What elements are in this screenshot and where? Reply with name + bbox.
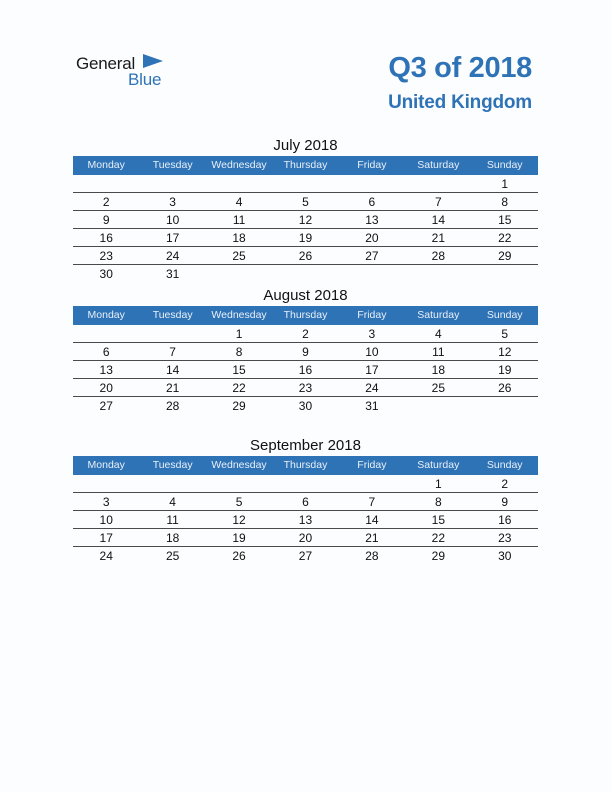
day-cell: 28 [165, 399, 180, 413]
day-cell: 31 [365, 399, 379, 413]
day-cell: 19 [232, 531, 246, 545]
page-title: Q3 of 2018 [388, 52, 532, 84]
day-cell: 6 [368, 195, 376, 209]
weekday-label: Wednesday [211, 459, 267, 471]
day-cell: 29 [431, 549, 445, 563]
day-cell: 14 [165, 363, 180, 377]
day-cell: 4 [169, 495, 176, 509]
day-cell: 23 [498, 531, 512, 545]
weekday-label: Wednesday [211, 309, 267, 321]
day-cell: 1 [235, 327, 243, 341]
week-row [73, 343, 538, 361]
day-cell [272, 175, 338, 192]
day-cell: 11 [432, 345, 445, 359]
day-cell: 10 [99, 513, 113, 527]
day-cell: 13 [298, 513, 313, 527]
day-cell: 15 [232, 363, 246, 377]
weekday-label: Monday [87, 159, 125, 171]
logo-text-general: General [76, 54, 136, 73]
day-cell: 26 [298, 249, 313, 263]
weekday-header [73, 456, 538, 475]
day-cell: 1 [501, 177, 509, 191]
month-calendar-september [73, 436, 538, 564]
day-cell: 8 [235, 345, 243, 359]
day-cell: 22 [232, 381, 246, 395]
logo-text-blue: Blue [128, 70, 162, 89]
day-cell [339, 175, 405, 192]
day-cell [139, 175, 205, 192]
day-cell: 29 [498, 249, 512, 263]
day-cell: 25 [431, 381, 445, 395]
day-cell [206, 475, 272, 492]
day-cell: 25 [232, 249, 246, 263]
weekday-label: Sunday [486, 309, 523, 321]
week-row [73, 361, 538, 379]
weekday-label: Sunday [486, 459, 523, 471]
day-cell: 19 [298, 231, 313, 245]
day-cell: 26 [232, 549, 246, 563]
day-cell: 17 [165, 231, 180, 245]
weekday-header [73, 306, 538, 325]
day-cell: 9 [501, 495, 509, 509]
weekday-label: Monday [87, 309, 125, 321]
day-cell: 7 [169, 345, 176, 359]
day-cell: 5 [235, 495, 243, 509]
weekday-label: Thursday [283, 309, 328, 321]
day-cell: 22 [431, 531, 445, 545]
day-cell [73, 475, 139, 492]
day-cell: 27 [99, 399, 113, 413]
day-cell: 7 [368, 495, 376, 509]
week-row [73, 529, 538, 547]
day-cell: 24 [365, 381, 379, 395]
week-row [73, 475, 538, 493]
weekday-label: Saturday [417, 459, 460, 471]
day-cell: 30 [298, 399, 313, 413]
day-cell: 3 [368, 327, 376, 341]
week-rows [73, 475, 538, 564]
weekday-label: Saturday [417, 159, 460, 171]
day-cell [339, 265, 405, 282]
weekday-label: Tuesday [152, 159, 193, 171]
day-cell: 17 [99, 531, 113, 545]
day-cell: 2 [501, 477, 509, 491]
day-cell: 16 [298, 363, 313, 377]
day-cell: 21 [165, 381, 180, 395]
week-row [73, 193, 538, 211]
day-cell [272, 265, 338, 282]
weekday-label: Saturday [417, 309, 460, 321]
day-cell: 30 [99, 267, 113, 281]
logo-flag-icon [143, 54, 163, 68]
day-cell [472, 397, 538, 414]
weekday-label: Thursday [283, 159, 328, 171]
week-row [73, 511, 538, 529]
month-calendar-july [73, 136, 538, 282]
day-cell: 18 [232, 231, 246, 245]
day-cell: 2 [102, 195, 110, 209]
week-row [73, 265, 538, 282]
day-cell: 6 [302, 495, 309, 509]
week-row [73, 397, 538, 414]
day-cell: 15 [431, 513, 445, 527]
day-cell: 12 [298, 213, 313, 227]
day-cell [339, 475, 405, 492]
week-row [73, 493, 538, 511]
day-cell: 15 [498, 213, 512, 227]
day-cell: 16 [498, 513, 512, 527]
day-cell: 20 [99, 381, 113, 395]
day-cell: 6 [102, 345, 110, 359]
day-cell: 9 [302, 345, 309, 359]
day-cell [139, 325, 205, 342]
day-cell: 27 [365, 249, 379, 263]
month-title: August 2018 [263, 287, 348, 304]
weekday-label: Friday [357, 309, 387, 321]
day-cell: 17 [365, 363, 379, 377]
day-cell [73, 325, 139, 342]
day-cell: 13 [99, 363, 113, 377]
day-cell: 10 [165, 213, 180, 227]
week-rows [73, 325, 538, 414]
day-cell: 3 [169, 195, 176, 209]
day-cell: 19 [498, 363, 512, 377]
day-cell: 23 [99, 249, 113, 263]
day-cell [272, 475, 338, 492]
day-cell: 18 [431, 363, 445, 377]
day-cell [405, 265, 471, 282]
day-cell: 27 [298, 549, 313, 563]
day-cell: 9 [102, 213, 110, 227]
day-cell: 21 [431, 231, 445, 245]
weekday-label: Sunday [486, 159, 523, 171]
day-cell: 5 [302, 195, 309, 209]
day-cell: 14 [365, 513, 379, 527]
day-cell: 12 [232, 513, 246, 527]
day-cell: 31 [165, 267, 180, 281]
week-row [73, 175, 538, 193]
week-rows [73, 175, 538, 282]
day-cell: 25 [165, 549, 180, 563]
weekday-header [73, 156, 538, 175]
day-cell: 23 [298, 381, 313, 395]
day-cell: 14 [431, 213, 445, 227]
weekday-label: Tuesday [152, 459, 193, 471]
day-cell [405, 397, 471, 414]
day-cell: 8 [434, 495, 442, 509]
day-cell [472, 265, 538, 282]
day-cell: 20 [365, 231, 379, 245]
weekday-label: Thursday [283, 459, 328, 471]
day-cell: 20 [298, 531, 313, 545]
day-cell: 11 [166, 513, 179, 527]
month-title: September 2018 [250, 437, 361, 454]
month-title: July 2018 [273, 137, 338, 154]
day-cell: 12 [498, 345, 512, 359]
logo [76, 52, 176, 92]
day-cell: 24 [165, 249, 180, 263]
day-cell [206, 265, 272, 282]
month-calendar-august [73, 286, 538, 414]
week-row [73, 247, 538, 265]
day-cell [405, 175, 471, 192]
day-cell: 22 [498, 231, 512, 245]
week-row [73, 325, 538, 343]
day-cell: 18 [165, 531, 180, 545]
day-cell [73, 175, 139, 192]
weekday-label: Friday [357, 159, 387, 171]
day-cell: 13 [365, 213, 379, 227]
day-cell: 29 [232, 399, 246, 413]
day-cell: 24 [99, 549, 113, 563]
day-cell: 1 [434, 477, 442, 491]
day-cell: 28 [365, 549, 379, 563]
week-row [73, 547, 538, 564]
day-cell: 7 [434, 195, 442, 209]
day-cell: 30 [498, 549, 512, 563]
day-cell: 16 [99, 231, 113, 245]
day-cell: 5 [501, 327, 509, 341]
day-cell: 2 [302, 327, 309, 341]
week-row [73, 229, 538, 247]
day-cell: 28 [431, 249, 445, 263]
week-row [73, 211, 538, 229]
day-cell: 3 [102, 495, 110, 509]
day-cell: 26 [498, 381, 512, 395]
day-cell: 4 [434, 327, 442, 341]
page-subtitle: United Kingdom [388, 92, 532, 113]
weekday-label: Friday [357, 459, 387, 471]
day-cell: 8 [501, 195, 509, 209]
weekday-label: Tuesday [152, 309, 193, 321]
weekday-label: Monday [87, 459, 125, 471]
weekday-label: Wednesday [211, 159, 267, 171]
day-cell [139, 475, 205, 492]
day-cell: 4 [235, 195, 243, 209]
week-row [73, 379, 538, 397]
day-cell: 11 [232, 213, 246, 227]
day-cell: 10 [365, 345, 379, 359]
day-cell: 21 [365, 531, 379, 545]
day-cell [206, 175, 272, 192]
